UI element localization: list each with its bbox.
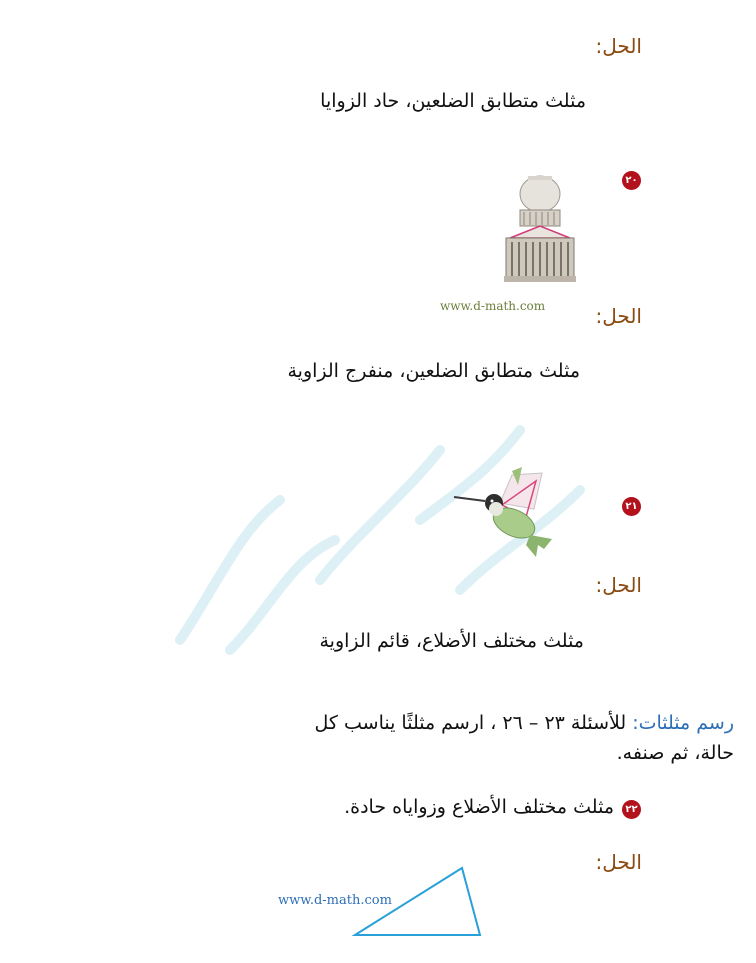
hummingbird-icon <box>452 465 562 561</box>
section-label: رسم مثلثات: <box>632 712 734 734</box>
question-text: مثلث مختلف الأضلاع وزواياه حادة. <box>344 796 614 818</box>
solution-label: الحل: <box>595 850 642 874</box>
solution-label: الحل: <box>595 573 642 597</box>
section-text: للأسئلة ٢٣ – ٢٦ ، ارسم مثلثًا يناسب كل <box>314 712 633 734</box>
answer-text: مثلث مختلف الأضلاع، قائم الزاوية <box>319 630 584 652</box>
question-number-badge: ٢٢ <box>622 800 641 819</box>
scalene-acute-triangle <box>350 862 485 940</box>
question-number-badge: ٢١ <box>622 497 641 516</box>
question-number-badge: ٢٠ <box>622 171 641 190</box>
site-watermark: www.d-math.com <box>278 893 392 908</box>
section-instruction <box>94 712 734 734</box>
solution-label: الحل: <box>595 304 642 328</box>
answer-text: مثلث متطابق الضلعين، حاد الزوايا <box>320 90 586 112</box>
solution-label: الحل: <box>595 34 642 58</box>
section-text-line2: حالة، ثم صنفه. <box>616 742 734 764</box>
answer-text: مثلث متطابق الضلعين، منفرج الزاوية <box>287 360 580 382</box>
capitol-building-icon <box>500 172 580 284</box>
site-watermark: www.d-math.com <box>440 299 546 313</box>
